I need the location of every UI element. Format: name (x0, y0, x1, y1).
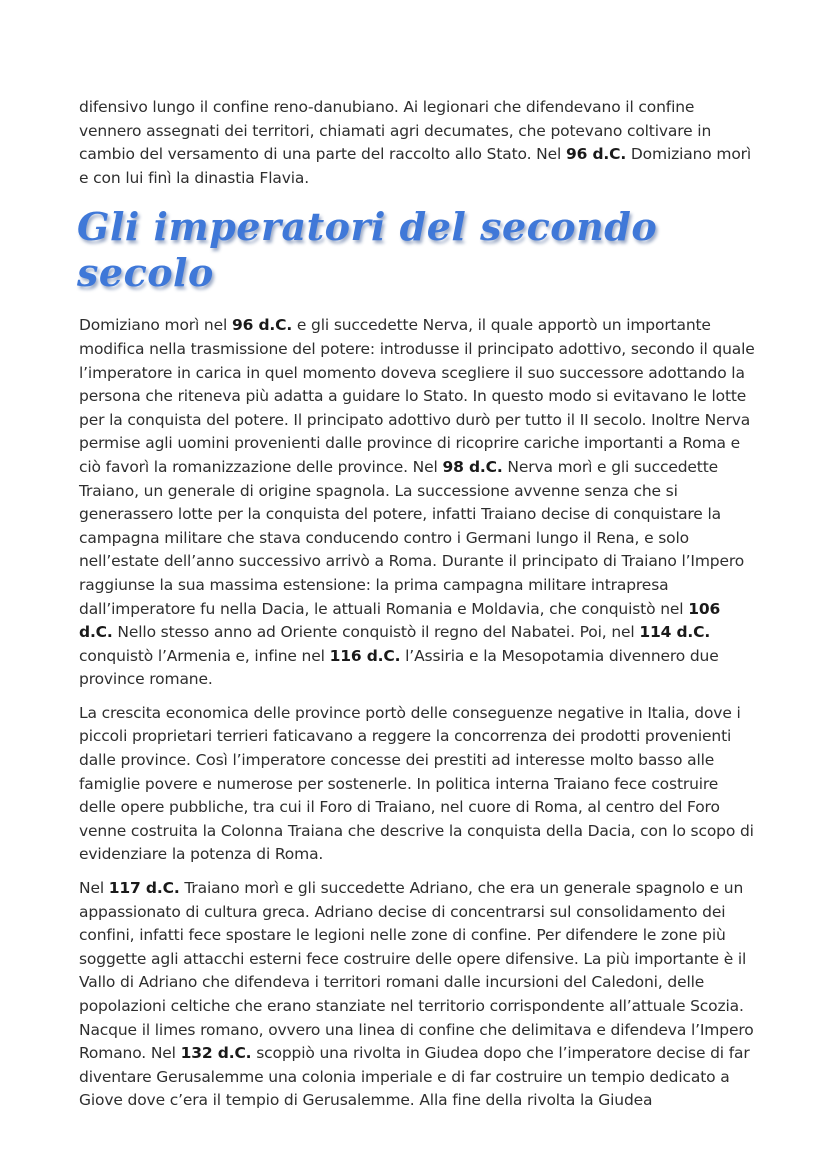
date-highlight: 117 d.C. (108, 879, 180, 898)
paragraph-nerva-traiano (79, 314, 759, 692)
text-segment: l’Assiria e la Mesopotamia divennero due province romane. (79, 646, 719, 689)
date-highlight: 114 d.C. (639, 623, 711, 642)
date-highlight: 96 d.C. (231, 316, 293, 335)
section-heading: Gli imperatori del secondo secolo (77, 204, 658, 296)
date-highlight: 96 d.C. (565, 145, 627, 164)
text-segment: La crescita economica delle province portò delle conseguenze negative in Italia, dove i piccoli proprietari terrieri faticavano a reggere la concorrenza dei prodotti provenienti dalle province. Così l’imperatore concesse dei prestiti ad interesse molto basso alle famiglie povere e numerose per sostenerle. In politica interna Traiano fece costruire delle opere pubbliche, tra cui il Foro di Traiano, nel cuore di Roma, al centro del Foro venne costruita la Colonna Traiana che descrive la conquista della Dacia, con lo scopo di evidenziare la potenza di Roma. (79, 703, 754, 864)
text-segment: Domiziano morì nel (79, 316, 232, 335)
paragraph-economia (79, 702, 759, 867)
date-highlight: 106 d.C. (79, 599, 721, 642)
text-segment: scoppiò una rivolta in Giudea dopo che l’imperatore decise di far diventare Gerusalemme una colonia imperiale e di far costruire un tempio dedicato a Giove dove c’era il tempio di Gerusalemme. Alla fine della rivolta la Giudea (79, 1044, 750, 1110)
text-segment: Traiano morì e gli succedette Adriano, che era un generale spagnolo e un appassionato di cultura greca. Adriano decise di concentrarsi sul consolidamento dei confini, infatti fece spostare le legioni nelle zone di confine. Per difendere le zone più soggette agli attacchi esterni fece costruire delle opere difensive. La più importante è il Vallo di Adriano che difendeva i territori romani dalle incursioni del Caledoni, delle popolazioni celtiche che erano stanziate nel territorio corrispondente all’attuale Scozia. Nacque il limes romano, ovvero una linea di confine che delimitava e difendeva l’Impero Romano. Nel (79, 879, 754, 1063)
text-segment: Nerva morì e gli succedette Traiano, un generale di origine spagnola. La successione avvenne senza che si generassero lotte per la conquista del potere, infatti Traiano decise di conquistare la campagna militare che stava conducendo contro i Germani lungo il Rena, e solo nell’estate dell’anno successivo arrivò a Roma. Durante il principato di Traiano l’Impero raggiunse la sua massima estensione: la prima campagna militare intrapresa dall’imperatore fu nella Dacia, le attuali Romania e Moldavia, che conquistò nel (79, 457, 745, 618)
document-page (79, 96, 759, 1123)
text-segment: conquistò l’Armenia e, infine nel (79, 646, 330, 665)
text-segment: Domiziano morì e con lui finì la dinastia Flavia. (79, 145, 752, 187)
text-segment: Nello stesso anno ad Oriente conquistò il regno del Nabatei. Poi, nel (112, 623, 640, 642)
text-segment: difensivo lungo il confine reno-danubiano. Ai legionari che difendevano il confine vennero assegnati dei territori, chiamati agri decumates, che potevano coltivare in cambio del versamento di una parte del raccolto allo Stato. Nel (79, 98, 712, 164)
paragraph-adriano (79, 877, 759, 1113)
paragraph-top (79, 96, 759, 190)
text-segment: Nel (79, 879, 109, 898)
date-highlight: 116 d.C. (329, 646, 401, 665)
date-highlight: 132 d.C. (180, 1044, 252, 1063)
text-segment: e gli succedette Nerva, il quale apportò un importante modifica nella trasmissione del potere: introdusse il principato adottivo, secondo il quale l’imperatore in carica in quel momento doveva scegliere il suo successore adottando la persona che riteneva più adatta a guidare lo Stato. In questo modo si evitavano le lotte per la conquista del potere. Il principato adottivo durò per tutto il II secolo. Inoltre Nerva permise agli uomini provenienti dalle province di ricoprire cariche importanti a Roma e ciò favorì la romanizzazione delle province. Nel (79, 316, 755, 476)
date-highlight: 98 d.C. (442, 457, 503, 476)
